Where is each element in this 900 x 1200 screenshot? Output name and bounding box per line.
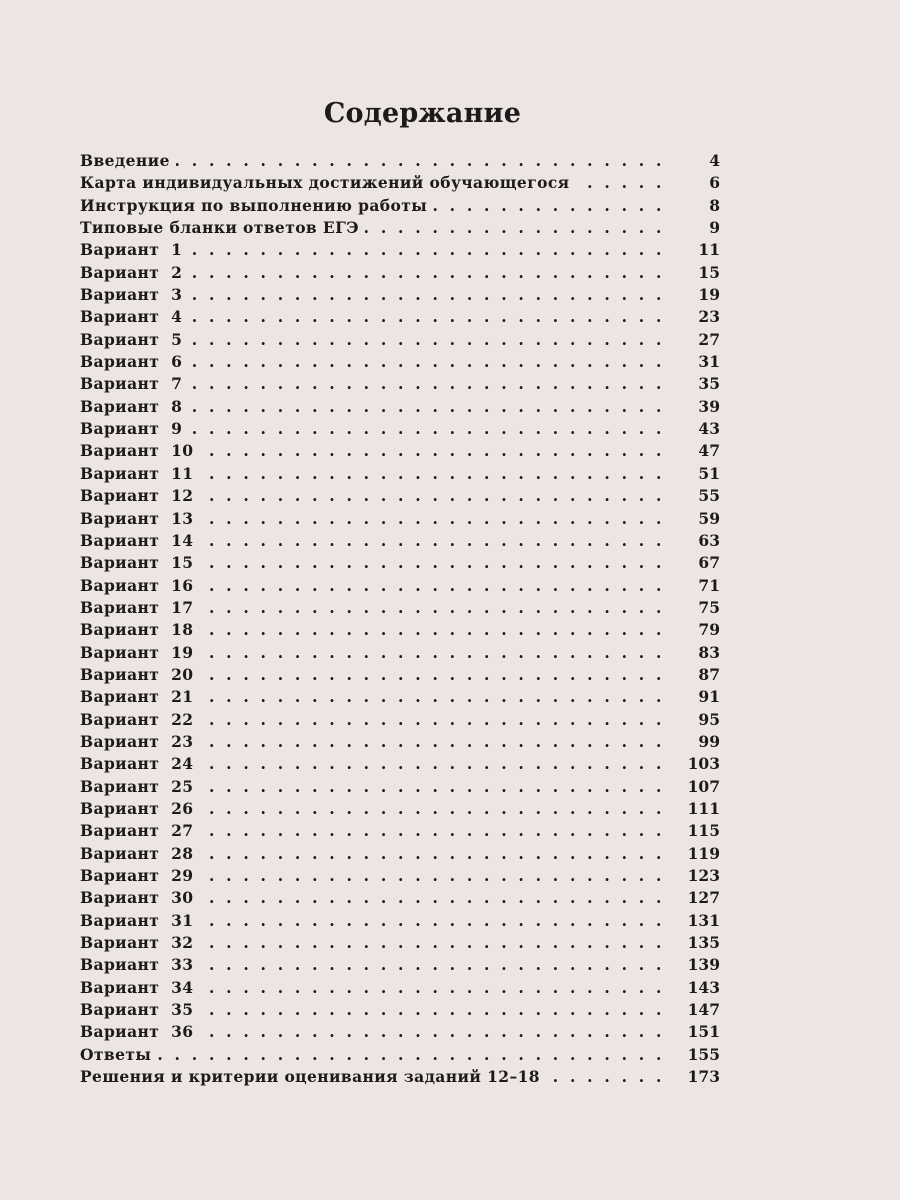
toc-entry xyxy=(80,150,720,172)
toc-entry-label: Вариант 34 xyxy=(80,978,199,997)
toc-entry-label: Вариант 16 xyxy=(80,576,199,595)
toc-entry-label: Вариант 36 xyxy=(80,1022,199,1041)
toc-entry xyxy=(80,575,720,597)
toc-entry-label: Вариант 13 xyxy=(80,509,199,528)
toc-entry xyxy=(80,463,720,485)
toc-entry xyxy=(80,1066,720,1088)
toc-entry-page-number: 123 xyxy=(684,865,720,887)
toc-entry xyxy=(80,686,720,708)
toc-entry-page-number: 127 xyxy=(684,887,720,909)
toc-entry xyxy=(80,910,720,932)
toc-entry-page-number: 143 xyxy=(684,977,720,999)
toc-entry-page-number: 8 xyxy=(688,195,720,217)
toc-entry-label: Вариант 11 xyxy=(80,464,199,483)
page-title: Содержание xyxy=(323,98,522,129)
toc-entry-label: Вариант 2 xyxy=(80,263,188,282)
toc-entry-label: Вариант 1 xyxy=(80,240,188,259)
toc-entry xyxy=(80,954,720,976)
toc-entry xyxy=(80,351,720,373)
toc-entry-label: Вариант 25 xyxy=(80,777,199,796)
toc-entry-page-number: 107 xyxy=(684,776,720,798)
toc-entry xyxy=(80,999,720,1021)
toc-entry-label: Вариант 24 xyxy=(80,754,199,773)
toc-entry-page-number: 9 xyxy=(688,217,720,239)
toc-entry-label: Вариант 35 xyxy=(80,1000,199,1019)
toc-entry xyxy=(80,776,720,798)
toc-entry-label: Вариант 9 xyxy=(80,419,188,438)
toc-entry-label: Решения и критерии оценивания заданий 12–18 xyxy=(80,1067,546,1086)
toc-entry-page-number: 87 xyxy=(688,664,720,686)
toc-entry-label: Вариант 15 xyxy=(80,553,199,572)
toc-entry-label: Вариант 5 xyxy=(80,330,188,349)
toc-entry-page-number: 59 xyxy=(688,508,720,530)
table-of-contents xyxy=(80,150,720,1088)
toc-entry-label: Вариант 8 xyxy=(80,397,188,416)
toc-entry-label: Вариант 23 xyxy=(80,732,199,751)
toc-entry xyxy=(80,619,720,641)
toc-entry-page-number: 6 xyxy=(688,172,720,194)
toc-entry-page-number: 115 xyxy=(684,820,720,842)
toc-entry-page-number: 43 xyxy=(688,418,720,440)
toc-entry-page-number: 155 xyxy=(684,1044,720,1066)
toc-entry-page-number: 27 xyxy=(688,329,720,351)
toc-entry-page-number: 47 xyxy=(688,440,720,462)
toc-entry xyxy=(80,709,720,731)
toc-entry xyxy=(80,172,720,194)
toc-entry-page-number: 55 xyxy=(688,485,720,507)
toc-entry-page-number: 4 xyxy=(688,150,720,172)
toc-entry-page-number: 79 xyxy=(688,619,720,641)
toc-entry-page-number: 35 xyxy=(688,373,720,395)
toc-entry xyxy=(80,731,720,753)
toc-entry-page-number: 11 xyxy=(688,239,720,261)
toc-entry-label: Карта индивидуальных достижений обучающегося xyxy=(80,173,576,192)
toc-entry-page-number: 151 xyxy=(684,1021,720,1043)
dot-leader xyxy=(80,1044,672,1066)
toc-entry-label: Вариант 27 xyxy=(80,821,199,840)
toc-entry-label: Введение xyxy=(80,151,176,170)
toc-entry-page-number: 119 xyxy=(684,843,720,865)
toc-entry-label: Вариант 26 xyxy=(80,799,199,818)
toc-entry-page-number: 135 xyxy=(684,932,720,954)
toc-entry xyxy=(80,217,720,239)
toc-entry xyxy=(80,440,720,462)
toc-entry-label: Вариант 28 xyxy=(80,844,199,863)
toc-entry xyxy=(80,485,720,507)
toc-entry xyxy=(80,977,720,999)
toc-entry-label: Вариант 19 xyxy=(80,643,199,662)
toc-entry xyxy=(80,262,720,284)
toc-entry xyxy=(80,887,720,909)
toc-entry-label: Типовые бланки ответов ЕГЭ xyxy=(80,218,365,237)
toc-entry-page-number: 67 xyxy=(688,552,720,574)
toc-entry-page-number: 23 xyxy=(688,306,720,328)
toc-entry xyxy=(80,329,720,351)
toc-entry-label: Вариант 18 xyxy=(80,620,199,639)
toc-entry-page-number: 131 xyxy=(684,910,720,932)
toc-entry xyxy=(80,798,720,820)
toc-entry-label: Вариант 14 xyxy=(80,531,199,550)
toc-entry xyxy=(80,642,720,664)
toc-entry-page-number: 63 xyxy=(688,530,720,552)
toc-entry-label: Вариант 20 xyxy=(80,665,199,684)
toc-entry xyxy=(80,932,720,954)
toc-entry-label: Вариант 32 xyxy=(80,933,199,952)
toc-entry xyxy=(80,306,720,328)
toc-entry xyxy=(80,843,720,865)
toc-entry-page-number: 111 xyxy=(684,798,720,820)
toc-entry-label: Ответы xyxy=(80,1045,157,1064)
toc-entry xyxy=(80,239,720,261)
toc-entry-page-number: 147 xyxy=(684,999,720,1021)
toc-entry-label: Вариант 4 xyxy=(80,307,188,326)
toc-entry-page-number: 139 xyxy=(684,954,720,976)
toc-entry xyxy=(80,1021,720,1043)
toc-entry-label: Вариант 17 xyxy=(80,598,199,617)
toc-entry xyxy=(80,1044,720,1066)
toc-entry-page-number: 19 xyxy=(688,284,720,306)
toc-entry-page-number: 39 xyxy=(688,396,720,418)
toc-entry xyxy=(80,418,720,440)
toc-entry-label: Вариант 3 xyxy=(80,285,188,304)
toc-entry xyxy=(80,753,720,775)
toc-entry-label: Вариант 6 xyxy=(80,352,188,371)
toc-entry-label: Вариант 22 xyxy=(80,710,199,729)
toc-entry-page-number: 71 xyxy=(688,575,720,597)
toc-entry xyxy=(80,530,720,552)
toc-entry-label: Вариант 31 xyxy=(80,911,199,930)
toc-entry-page-number: 83 xyxy=(688,642,720,664)
toc-entry-page-number: 15 xyxy=(688,262,720,284)
toc-entry-page-number: 31 xyxy=(688,351,720,373)
toc-entry xyxy=(80,396,720,418)
toc-entry-label: Вариант 12 xyxy=(80,486,199,505)
toc-entry-label: Вариант 30 xyxy=(80,888,199,907)
toc-entry-page-number: 75 xyxy=(688,597,720,619)
toc-entry xyxy=(80,508,720,530)
toc-entry-page-number: 173 xyxy=(684,1066,720,1088)
toc-entry-label: Вариант 29 xyxy=(80,866,199,885)
toc-entry-page-number: 99 xyxy=(688,731,720,753)
toc-entry-page-number: 91 xyxy=(688,686,720,708)
toc-entry xyxy=(80,373,720,395)
toc-entry-page-number: 95 xyxy=(688,709,720,731)
toc-entry xyxy=(80,865,720,887)
toc-entry xyxy=(80,664,720,686)
toc-entry-label: Вариант 21 xyxy=(80,687,199,706)
toc-entry-label: Инструкция по выполнению работы xyxy=(80,196,433,215)
toc-entry xyxy=(80,597,720,619)
toc-entry-page-number: 103 xyxy=(684,753,720,775)
toc-entry xyxy=(80,195,720,217)
toc-entry-label: Вариант 10 xyxy=(80,441,199,460)
toc-entry xyxy=(80,284,720,306)
toc-entry-label: Вариант 7 xyxy=(80,374,188,393)
toc-entry xyxy=(80,820,720,842)
toc-entry xyxy=(80,552,720,574)
toc-entry-page-number: 51 xyxy=(688,463,720,485)
toc-entry-label: Вариант 33 xyxy=(80,955,199,974)
